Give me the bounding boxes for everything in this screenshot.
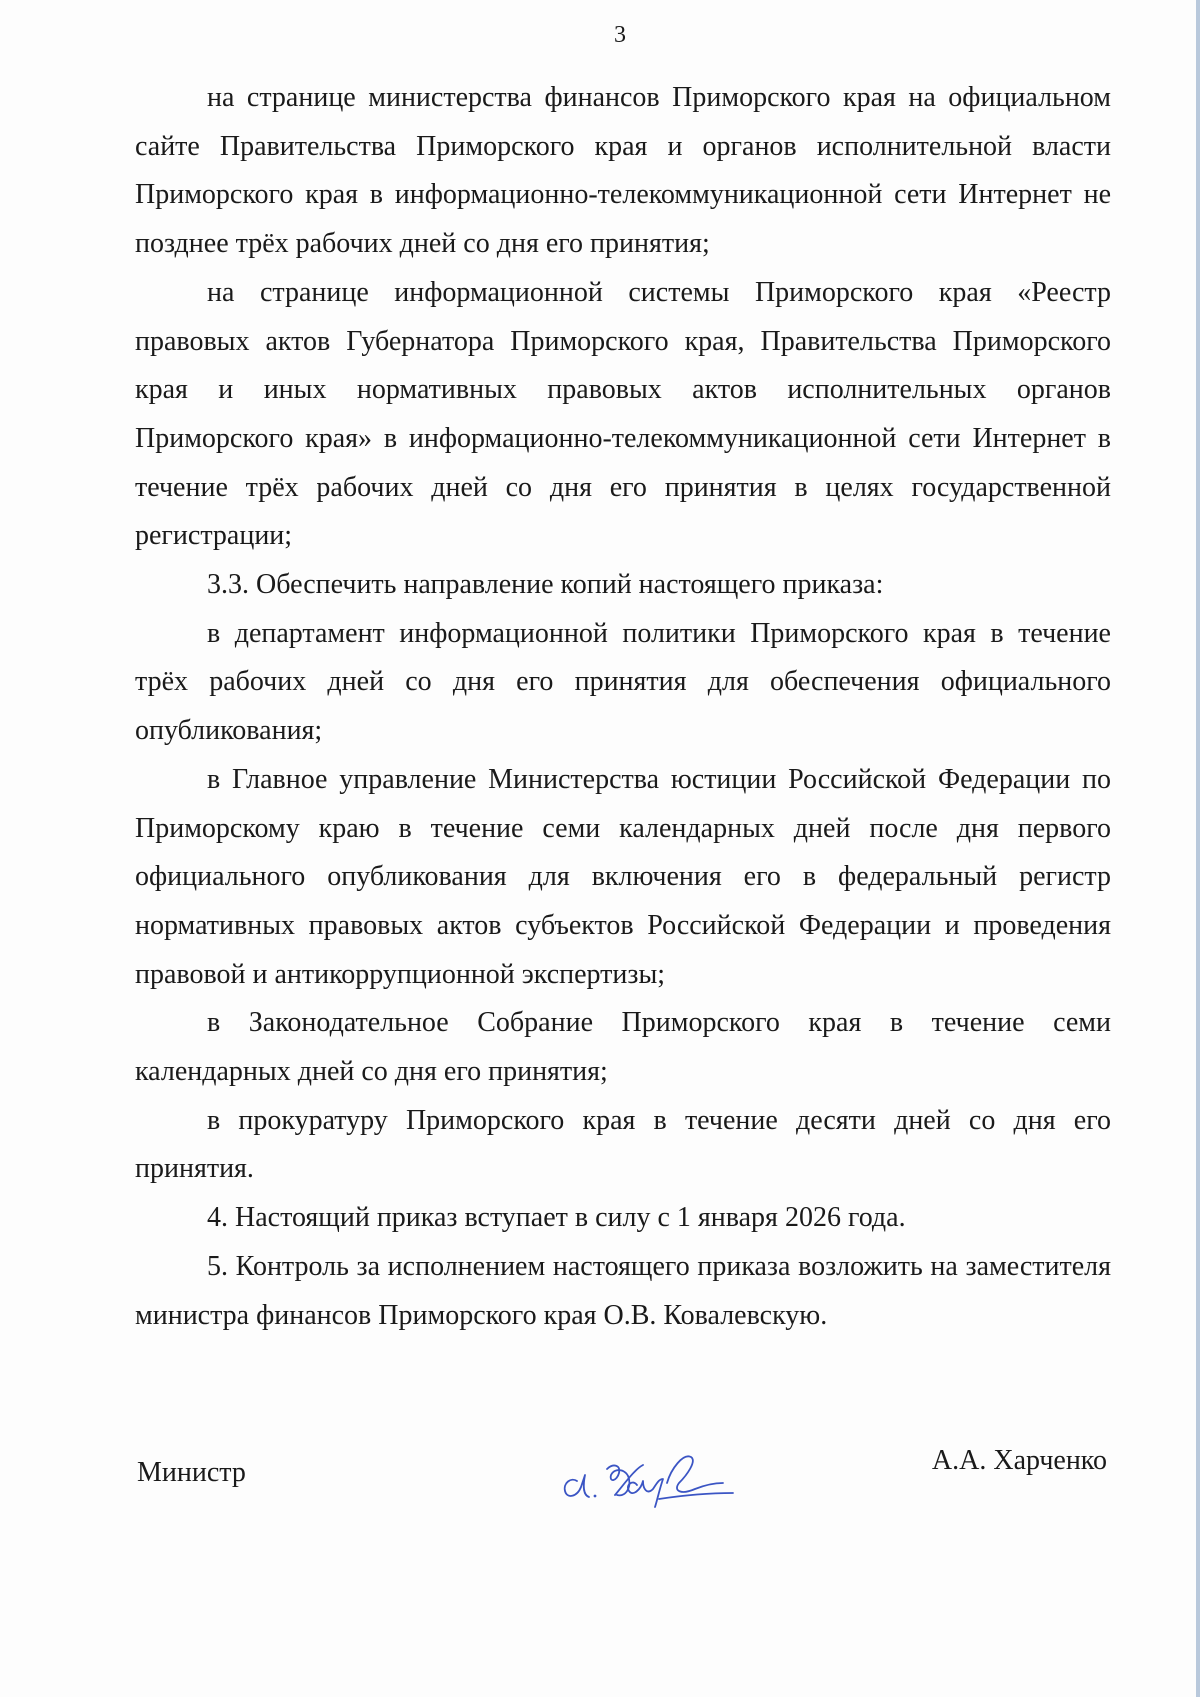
paragraph-5-control: 5. Контроль за исполнением настоящего приказа возложить на заместителя министра финансов Приморского края О.В. Ковалевскую. — [135, 1250, 1111, 1331]
signature-block — [135, 1445, 1111, 1515]
paragraph-publication-registry: на странице информационной системы Приморского края «Реестр правовых актов Губернатора Приморского края, Правительства Приморского края и иных нормативных правовых актов исполнительных органов Приморского края» в информационно-телекоммуникационной сети Интернет в течение трёх рабочих дней со дня его принятия в целях государственной регистрации; — [135, 276, 1111, 552]
page-edge — [1196, 0, 1200, 1697]
page-number: 3 — [614, 22, 626, 48]
paragraph-publication-ministry-site: на странице министерства финансов Приморского края на официальном сайте Правительства Приморского края и органов исполнительной власти Приморского края в информационно-телекоммуникационной сети Интернет не позднее трёх рабочих дней со дня его принятия; — [135, 82, 1111, 260]
paragraph-4-effective-date: 4. Настоящий приказ вступает в силу с 1 января 2026 года. — [207, 1202, 906, 1234]
paragraph-legislative-assembly: в Законодательное Собрание Приморского края в течение семи календарных дней со дня его принятия; — [135, 1007, 1111, 1088]
signer-title: Министр — [137, 1457, 246, 1488]
paragraph-3-3: 3.3. Обеспечить направление копий настоящего приказа: — [207, 569, 884, 601]
signer-name: А.А. Харченко — [931, 1445, 1107, 1476]
paragraph-prosecutor-office: в прокуратуру Приморского края в течение десяти дней со дня его принятия. — [135, 1104, 1111, 1185]
handwritten-signature — [555, 1439, 745, 1509]
paragraph-justice-ministry: в Главное управление Министерства юстиции Российской Федерации по Приморскому краю в течение семи календарных дней после дня первого официального опубликования для включения его в федеральный регистр нормативных правовых актов субъектов Российской Федерации и проведения правовой и антикоррупционной экспертизы; — [135, 763, 1111, 990]
paragraph-information-policy-dept: в департамент информационной политики Приморского края в течение трёх рабочих дней со дня его принятия для обеспечения официального опубликования; — [135, 617, 1111, 747]
document-body — [135, 74, 1111, 1340]
